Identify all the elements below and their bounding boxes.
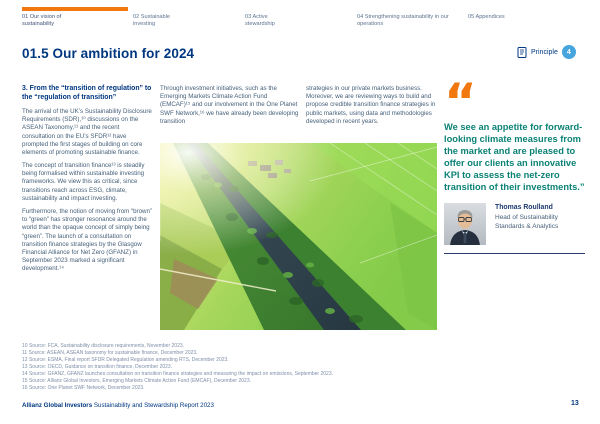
- page-title: 01.5 Our ambition for 2024: [22, 46, 195, 61]
- footnote: 12 Source: ESMA, Final report SFDR Delegated Regulation amending RTS, December 2023.: [22, 357, 229, 363]
- page-number: 13: [571, 400, 579, 407]
- footnote: 16 Source: One Planet SWF Network, December 2023.: [22, 385, 145, 391]
- article-column-2: [160, 85, 299, 131]
- footnote: 11 Source: ASEAN, ASEAN taxonomy for sustainable finance, December 2023.: [22, 350, 198, 356]
- nav-item-appendices[interactable]: 05 Appendices: [468, 14, 505, 20]
- quote-mark-icon: “: [444, 73, 475, 131]
- active-section-indicator: [22, 7, 128, 11]
- principle-label: Principle: [531, 48, 558, 56]
- footnote: 10 Source: FCA, Sustainability disclosure requirements, November 2023.: [22, 343, 185, 349]
- footer-brand: Allianz Global Investors: [22, 402, 93, 409]
- article-column-1: [22, 85, 153, 279]
- quote-author-row: [444, 203, 590, 245]
- nav-item-our-vision[interactable]: 01 Our vision of sustainability: [22, 14, 62, 28]
- footer-report-title: Sustainability and Stewardship Report 2023: [93, 402, 214, 409]
- principle-link[interactable]: [517, 45, 576, 59]
- author-headshot: [444, 203, 486, 245]
- principle-number-badge[interactable]: 4: [562, 45, 576, 59]
- footnotes: [22, 343, 333, 392]
- paragraph: Furthermore, the notion of moving from “brown” to “green” has stronger resonance around the world than the opaque concept of simply being “green”. The launch of a consultation on transition finance strategies by the Glasgow Financial Alliance for Net Zero (GFANZ) in September 2023 marked a significant development.¹⁴: [22, 208, 152, 273]
- article-column-3: [306, 85, 439, 131]
- nav-item-strengthening-sustainability[interactable]: 04 Strengthening sustainability in our operations: [357, 14, 449, 28]
- nav-item-active-stewardship[interactable]: 03 Active stewardship: [245, 14, 275, 28]
- paragraph: Through investment initiatives, such as the Emerging Markets Climate Action Fund (EMCAF)¹⁵ and our involvement in the One Planet SWF Network,¹⁶ we have already been developing transition: [160, 85, 299, 125]
- report-footer: [22, 402, 214, 409]
- nav-item-sustainable-investing[interactable]: 02 Sustainable investing: [133, 14, 171, 28]
- author-role: Head of Sustainability Standards & Analytics: [495, 213, 559, 230]
- divider: [444, 253, 585, 254]
- quote-text: We see an appetite for forward-looking climate measures from the market and are pleased to offer our clients an innovative KPI to assess the net-zero transition of their investments.”: [444, 122, 585, 192]
- author-name: Thomas Roulland: [495, 203, 553, 211]
- paragraph: strategies in our private markets business. Moreover, we are reviewing ways to build and propose credible transition finance strategies in public markets, using data and methodologies developed in recent years.: [306, 85, 436, 125]
- pull-quote-block: [444, 73, 590, 254]
- paragraph: The arrival of the UK’s Sustainability Disclosure Requirements (SDR),¹⁰ discussions on the ASEAN Taxonomy,¹¹ and the recent consultation on the EU’s SFDR¹² have prompted the first stages of building on core elements of promoting sustainable finance.: [22, 107, 152, 156]
- aerial-canal-photo: [160, 143, 437, 330]
- footnote: 15 Source: Allianz Global Investors, Emerging Markets Climate Action Fund (EMCAF), December 2023.: [22, 378, 251, 384]
- footnote: 14 Source: GFANZ, GFANZ launches consultation on transition finance strategies and measuring the impact on emissions, September 2023.: [22, 371, 333, 377]
- paragraph: The concept of transition finance¹³ is steadily being formalised within sustainable investing frameworks. We view this as critical, since transitions reach across ESG, climate, sustainability and impact investing.: [22, 162, 145, 202]
- footnote: 13 Source: OECD, Guidance on transition finance, December 2023.: [22, 364, 173, 370]
- article-heading: 3. From the “transition of regulation” to the “regulation of transition”: [22, 85, 152, 101]
- document-icon: [517, 47, 527, 58]
